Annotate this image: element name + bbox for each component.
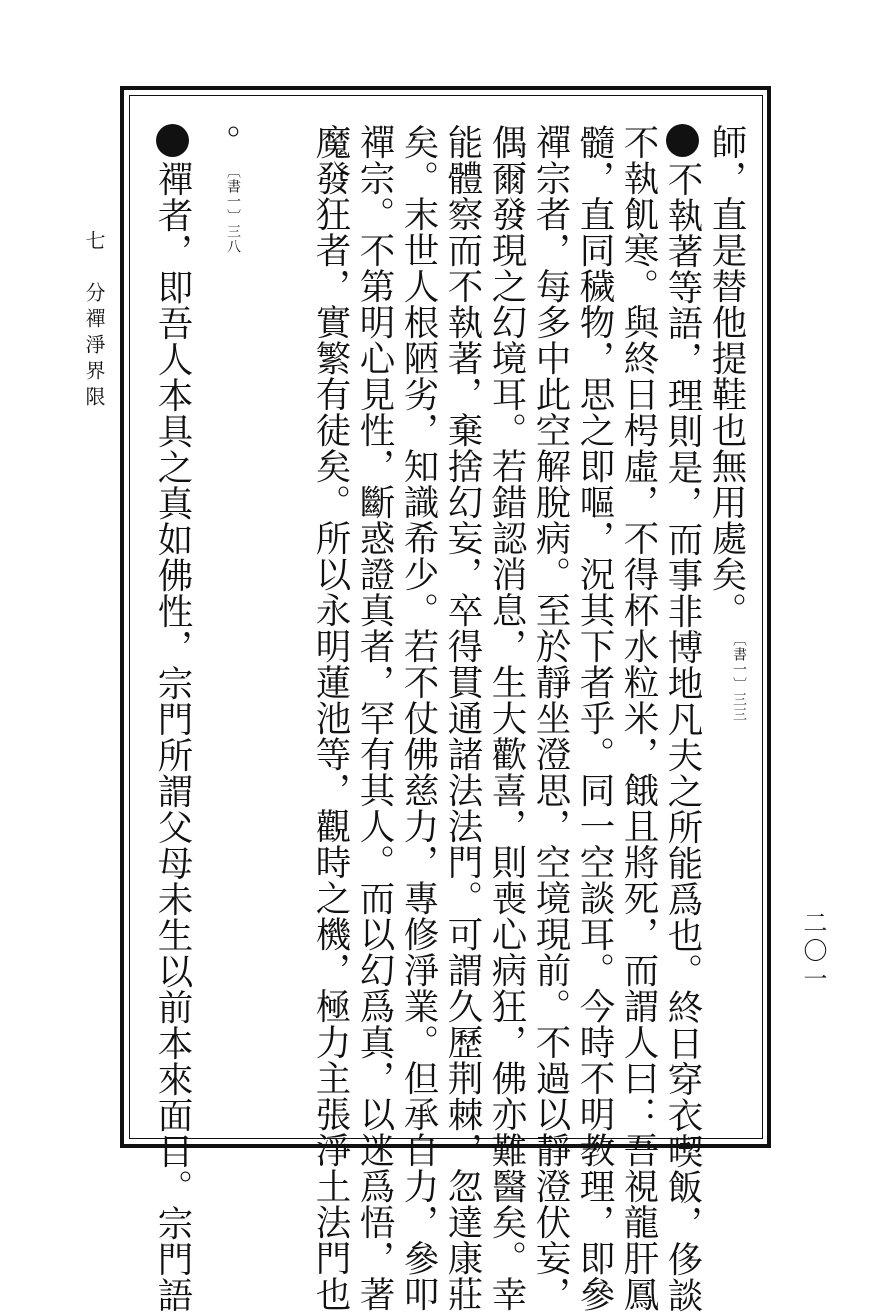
text-column-5	[530, 124, 571, 1312]
text-column-3	[618, 124, 659, 1312]
column-text: 禪宗者，每多中此空解脫病。至於靜坐澄思，空境現前。不過以靜澄伏妄，	[530, 124, 571, 1312]
column-text: 師，直是替他提鞋也無用處矣。	[706, 124, 747, 628]
column-text: 矣。末世人根陋劣，知識希少。若不仗佛慈力，專修淨業。但承自力，參叩	[398, 124, 439, 1312]
text-column-7	[442, 124, 483, 1312]
text-column-4	[574, 124, 615, 1312]
text-column-2	[662, 124, 703, 1313]
citation-note: 〔書一〕三八	[225, 164, 241, 254]
text-column-12	[152, 124, 193, 1313]
paragraph-bullet-icon	[666, 124, 699, 157]
text-column-6	[486, 124, 527, 1312]
column-text: 。	[200, 124, 241, 160]
column-text: 能體察而不執著，棄捨幻妄，卒得貫通諸法法門。可謂久歷荆棘，忽達康莊	[442, 124, 483, 1312]
text-column-10	[310, 124, 351, 1312]
text-column-11	[200, 124, 241, 1134]
column-text: 不執著等語，理則是，而事非博地凡夫之所能爲也。終日穿衣喫飯，侈談	[662, 161, 703, 1313]
text-column-1	[706, 124, 746, 1134]
chapter-header: 七 分禪淨界限	[82, 230, 106, 412]
column-text: 禪者，即吾人本具之真如佛性，宗門所謂父母未生以前本來面目。宗門語	[152, 161, 193, 1313]
citation-note: 〔書一〕三三	[731, 632, 747, 722]
text-column-8	[398, 124, 439, 1312]
column-text: 不執飢寒。與終日枵虛，不得杯水粒米，餓且將死，而謂人曰：吾視龍肝鳳	[618, 124, 659, 1312]
paragraph-bullet-icon	[156, 124, 189, 157]
column-text: 禪宗。不第明心見性，斷惑證真者，罕有其人。而以幻爲真，以迷爲悟，著	[354, 124, 395, 1312]
page-number: 二〇一	[799, 910, 827, 994]
text-column-9	[354, 124, 395, 1312]
column-text: 偶爾發現之幻境耳。若錯認消息，生大歡喜，則喪心病狂，佛亦難醫矣。幸	[486, 124, 527, 1312]
column-text: 魔發狂者，實繁有徒矣。所以永明蓮池等，觀時之機，極力主張淨土法門也	[310, 124, 351, 1312]
column-text: 髓，直同穢物，思之即嘔，況其下者乎。同一空談耳。今時不明教理，即參	[574, 124, 615, 1312]
